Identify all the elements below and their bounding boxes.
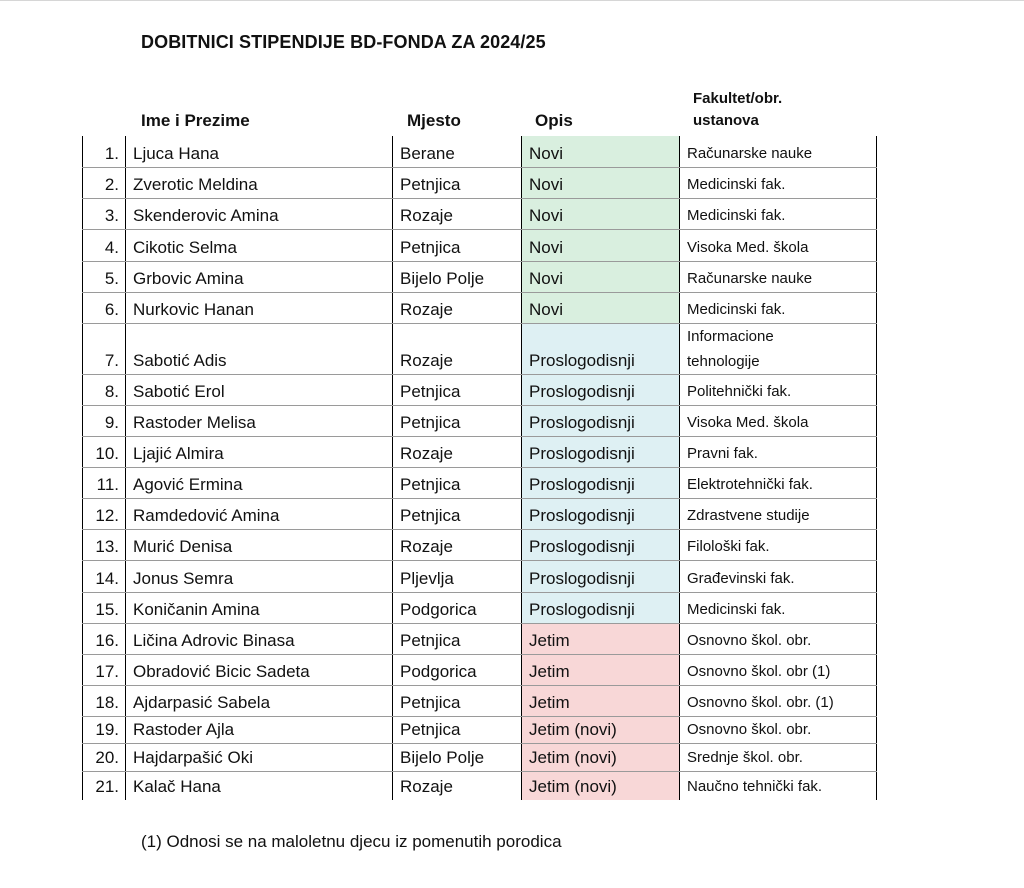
student-description: Jetim — [522, 685, 680, 716]
student-name: Sabotić Erol — [126, 374, 393, 405]
student-faculty: Osnovno škol. obr. — [680, 623, 877, 654]
row-number: 18. — [83, 685, 126, 716]
table-row — [83, 592, 877, 623]
footnote: (1) Odnosi se na maloletnu djecu iz pomenutih porodica — [141, 832, 562, 851]
student-name: Agović Ermina — [126, 467, 393, 498]
header-name: Ime i Prezime — [141, 111, 250, 130]
student-place: Pljevlja — [393, 560, 522, 592]
student-faculty: Osnovno škol. obr. (1) — [680, 685, 877, 716]
student-faculty: Filološki fak. — [680, 529, 877, 560]
student-description: Novi — [522, 198, 680, 229]
header-place: Mjesto — [407, 111, 461, 130]
student-place: Petnjica — [393, 374, 522, 405]
table-row — [83, 323, 877, 374]
row-number: 8. — [83, 374, 126, 405]
student-place: Bijelo Polje — [393, 743, 522, 771]
student-place: Rozaje — [393, 323, 522, 374]
student-faculty — [680, 323, 877, 374]
student-place: Rozaje — [393, 436, 522, 467]
scholarship-table — [82, 136, 877, 800]
table-row — [83, 261, 877, 292]
student-place: Bijelo Polje — [393, 261, 522, 292]
student-name: Hajdarpašić Oki — [126, 743, 393, 771]
table-row — [83, 136, 877, 167]
student-place: Petnjica — [393, 716, 522, 743]
student-description: Proslogodisnji — [522, 436, 680, 467]
table-row — [83, 743, 877, 771]
table-row — [83, 560, 877, 592]
student-place: Rozaje — [393, 292, 522, 323]
student-description: Novi — [522, 136, 680, 167]
student-description: Novi — [522, 229, 680, 261]
student-name: Skenderovic Amina — [126, 198, 393, 229]
row-number: 16. — [83, 623, 126, 654]
row-number: 1. — [83, 136, 126, 167]
table-row — [83, 292, 877, 323]
student-faculty: Medicinski fak. — [680, 167, 877, 198]
student-name: Nurkovic Hanan — [126, 292, 393, 323]
student-faculty: Visoka Med. škola — [680, 229, 877, 261]
row-number: 10. — [83, 436, 126, 467]
student-place: Berane — [393, 136, 522, 167]
faculty-line1: Informacione — [687, 327, 774, 345]
row-number: 13. — [83, 529, 126, 560]
student-faculty: Naučno tehnički fak. — [680, 771, 877, 800]
student-description: Proslogodisnji — [522, 529, 680, 560]
table-row — [83, 229, 877, 261]
table-row — [83, 685, 877, 716]
row-number: 14. — [83, 560, 126, 592]
student-name: Murić Denisa — [126, 529, 393, 560]
student-place: Podgorica — [393, 654, 522, 685]
student-name: Cikotic Selma — [126, 229, 393, 261]
student-name: Zverotic Meldina — [126, 167, 393, 198]
student-place: Petnjica — [393, 467, 522, 498]
student-name: Kalač Hana — [126, 771, 393, 800]
row-number: 9. — [83, 405, 126, 436]
student-description: Proslogodisnji — [522, 498, 680, 529]
student-name: Ajdarpasić Sabela — [126, 685, 393, 716]
student-faculty: Osnovno škol. obr (1) — [680, 654, 877, 685]
row-number: 20. — [83, 743, 126, 771]
table-row — [83, 467, 877, 498]
row-number: 11. — [83, 467, 126, 498]
student-name: Ličina Adrovic Binasa — [126, 623, 393, 654]
student-description: Jetim — [522, 623, 680, 654]
student-description: Novi — [522, 167, 680, 198]
student-place: Rozaje — [393, 198, 522, 229]
student-name: Ramdedović Amina — [126, 498, 393, 529]
student-name: Grbovic Amina — [126, 261, 393, 292]
student-name: Sabotić Adis — [126, 323, 393, 374]
page-top-border — [0, 0, 1024, 1]
student-faculty: Građevinski fak. — [680, 560, 877, 592]
document-title: DOBITNICI STIPENDIJE BD-FONDA ZA 2024/25 — [141, 32, 546, 52]
student-faculty: Računarske nauke — [680, 136, 877, 167]
header-description: Opis — [535, 111, 573, 130]
student-place: Petnjica — [393, 685, 522, 716]
student-place: Petnjica — [393, 167, 522, 198]
student-description: Jetim (novi) — [522, 716, 680, 743]
table-row — [83, 529, 877, 560]
student-description: Jetim (novi) — [522, 743, 680, 771]
student-name: Ljuca Hana — [126, 136, 393, 167]
student-description: Novi — [522, 261, 680, 292]
student-faculty: Politehnički fak. — [680, 374, 877, 405]
table-row — [83, 198, 877, 229]
student-description: Jetim (novi) — [522, 771, 680, 800]
row-number: 6. — [83, 292, 126, 323]
student-name: Koničanin Amina — [126, 592, 393, 623]
student-place: Rozaje — [393, 529, 522, 560]
student-description: Proslogodisnji — [522, 560, 680, 592]
table-row — [83, 771, 877, 800]
row-number: 12. — [83, 498, 126, 529]
row-number: 19. — [83, 716, 126, 743]
student-description: Proslogodisnji — [522, 374, 680, 405]
header-faculty-line2: ustanova — [693, 112, 759, 129]
table-row — [83, 654, 877, 685]
table-row — [83, 436, 877, 467]
row-number: 15. — [83, 592, 126, 623]
student-description: Proslogodisnji — [522, 323, 680, 374]
student-faculty: Elektrotehnički fak. — [680, 467, 877, 498]
student-faculty: Medicinski fak. — [680, 292, 877, 323]
row-number: 5. — [83, 261, 126, 292]
table-row — [83, 716, 877, 743]
student-place: Podgorica — [393, 592, 522, 623]
student-name: Rastoder Melisa — [126, 405, 393, 436]
student-description: Proslogodisnji — [522, 592, 680, 623]
student-faculty: Srednje škol. obr. — [680, 743, 877, 771]
table-row — [83, 405, 877, 436]
row-number: 3. — [83, 198, 126, 229]
student-faculty: Zdrastvene studije — [680, 498, 877, 529]
student-name: Obradović Bicic Sadeta — [126, 654, 393, 685]
faculty-line2: tehnologije — [687, 352, 760, 370]
row-number: 17. — [83, 654, 126, 685]
table-row — [83, 498, 877, 529]
student-name: Jonus Semra — [126, 560, 393, 592]
student-place: Rozaje — [393, 771, 522, 800]
student-description: Proslogodisnji — [522, 467, 680, 498]
student-faculty: Medicinski fak. — [680, 198, 877, 229]
header-faculty — [693, 88, 782, 132]
table-row — [83, 623, 877, 654]
student-faculty: Medicinski fak. — [680, 592, 877, 623]
table-row — [83, 167, 877, 198]
row-number: 7. — [83, 323, 126, 374]
student-name: Ljajić Almira — [126, 436, 393, 467]
student-faculty: Visoka Med. škola — [680, 405, 877, 436]
row-number: 4. — [83, 229, 126, 261]
student-faculty: Računarske nauke — [680, 261, 877, 292]
student-place: Petnjica — [393, 623, 522, 654]
student-place: Petnjica — [393, 498, 522, 529]
student-description: Jetim — [522, 654, 680, 685]
student-name: Rastoder Ajla — [126, 716, 393, 743]
student-faculty: Osnovno škol. obr. — [680, 716, 877, 743]
row-number: 21. — [83, 771, 126, 800]
student-place: Petnjica — [393, 405, 522, 436]
row-number: 2. — [83, 167, 126, 198]
student-faculty: Pravni fak. — [680, 436, 877, 467]
header-faculty-line1: Fakultet/obr. — [693, 90, 783, 107]
student-description: Proslogodisnji — [522, 405, 680, 436]
student-description: Novi — [522, 292, 680, 323]
student-place: Petnjica — [393, 229, 522, 261]
table-row — [83, 374, 877, 405]
